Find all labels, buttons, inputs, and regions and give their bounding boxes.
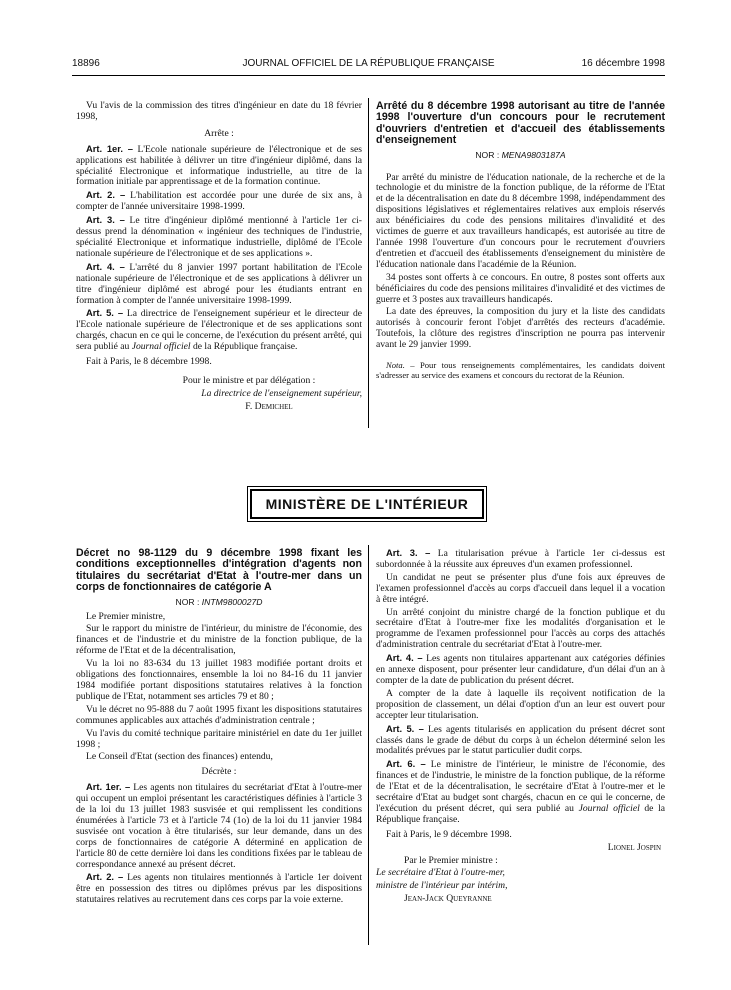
decret-article-2: Art. 2. – Les agents non titulaires mentionnés à l'article 1er doivent être en possession des titres ou diplômes prévus par les dispositions statutaires relatives au recrutement dans ces corps par la voie externe. xyxy=(76,871,362,906)
article-3: Art. 3. – Le titre d'ingénieur diplômé mentionné à l'article 1er ci-dessus prend la dénomination « ingénieur des techniques de l'industrie, spécialité Electronique et informatique industrielle, diplômé de l'Ecole nationale supérieure de l'électronique et de ses applications ». xyxy=(76,214,362,259)
sur-le-rapport: Sur le rapport du ministre de l'intérieur, du ministre de l'économie, des finances et de l'industrie et du ministre de la fonction publique, de la réforme de l'Etat et de la décentralisation, xyxy=(76,623,362,657)
decret-nor-reference: NOR : INTM9800027D xyxy=(175,596,263,607)
arrete-conjoint-paragraph: Un arrêté conjoint du ministre chargé de la fonction publique et du secrétaire d'Etat à l'outre-mer fixe les modalités d'organisation et le programme de l'examen professionnel pour l'accès au corps des attachés d'administration centrale du secrétariat d'Etat à l'outre-mer. xyxy=(376,606,665,651)
ministry-banner: MINISTÈRE DE L'INTÉRIEUR xyxy=(250,489,484,519)
decret-article-2-label: Art. 2. – xyxy=(86,871,124,883)
candidat-paragraph: Un candidat ne peut se présenter plus d'une fois aux épreuves de l'examen professionnel d'accès au corps d'accueil dans lequel il a vocation à être intégré. xyxy=(376,571,665,605)
vu-decret: Vu le décret no 95-888 du 7 août 1995 fixant les dispositions statutaires communes applicables aux attachés d'administration centrale ; xyxy=(76,703,362,726)
decret-article-4-label: Art. 4. – xyxy=(386,652,423,664)
decret-article-5: Art. 5. – Les agents titularisés en application du présent décret sont classés dans le grade de début du corps à un échelon déterminé selon les modalités prévues par le statut particulier dudit corps. xyxy=(376,722,665,757)
bottom-right-column xyxy=(376,548,665,907)
header-rule xyxy=(72,75,665,76)
bottom-left-column xyxy=(76,548,362,908)
article-5-label: Art. 5. – xyxy=(86,307,124,319)
nota-label: Nota. – xyxy=(386,360,415,371)
column-divider-bottom xyxy=(368,545,369,945)
decret-article-6-label: Art. 6. – xyxy=(386,758,426,770)
journal-title: JOURNAL OFFICIEL DE LA RÉPUBLIQUE FRANÇAISE xyxy=(242,58,495,69)
decrete-heading: Décrète : xyxy=(201,766,237,778)
avis-paragraph: Vu l'avis de la commission des titres d'ingénieur en date du 18 février 1998, xyxy=(76,100,362,122)
article-3-label: Art. 3. – xyxy=(86,214,125,226)
article-1: Art. 1er. – L'Ecole nationale supérieure de l'électronique et de ses applications est habilitée à délivrer un titre d'ingénieur diplômé, dans la spécialité Electronique et informatique industrielle, au titre de la formation initiale par apprentissage et de la formation continue. xyxy=(76,142,363,188)
arrete-title: Arrêté du 8 décembre 1998 autorisant au titre de l'année 1998 l'ouverture d'un concours pour le recrutement d'ouvriers d'entretien et d'accueil des établissements d'enseignement xyxy=(376,100,665,147)
issue-date: 16 décembre 1998 xyxy=(581,58,665,69)
column-divider-top xyxy=(368,98,369,428)
signature-name: F. Demichel xyxy=(245,400,293,412)
premier-ministre: Le Premier ministre, xyxy=(86,610,166,622)
signature-for: Pour le ministre et par délégation : xyxy=(182,374,316,386)
decret-article-3-label: Art. 3. – xyxy=(386,547,431,558)
decret-article-5-label: Art. 5. – xyxy=(386,722,424,734)
premier-ministre-name: Lionel Jospin xyxy=(607,841,661,853)
decret-article-1-label: Art. 1er. – xyxy=(86,781,131,793)
fait-a-paris-decret: Fait à Paris, le 9 décembre 1998. xyxy=(386,828,512,840)
nor-code: MENA9803187A xyxy=(501,149,566,160)
article-4: Art. 4. – L'arrêté du 8 janvier 1997 portant habilitation de l'Ecole nationale supérieure de l'électronique et de ses applications à délivrer un titre d'ingénieur diplômé est abrogé pour les étudiants entrant en formation à compter de l'année universitaire 1998-1999. xyxy=(76,260,362,306)
arrete-paragraph-3: La date des épreuves, la composition du jury et la liste des candidats autorisés à concourir feront l'objet d'arrêtés des recteurs d'académie. Toutefois, la clôture des registres d'inscription ne pourra pas intervenir avant le 29 janvier 1999. xyxy=(376,306,665,351)
vu-loi: Vu la loi no 83-634 du 13 juillet 1983 modifiée portant droits et obligations des fonctionnaires, ensemble la loi no 84-16 du 11 janvier 1984 modifiée portant dispositions statutaires relatives à la fonction publique de l'Etat, notamment ses articles 79 et 80 ; xyxy=(76,658,362,702)
nota-paragraph: Nota. – Pour tous renseignements complémentaires, les candidats doivent s'adresser au service des examens et concours du rectorat de la Réunion. xyxy=(376,360,665,380)
signature-role: La directrice de l'enseignement supérieur, xyxy=(201,387,362,399)
secretaire-role-1: Le secrétaire d'Etat à l'outre-mer, xyxy=(376,867,505,879)
article-5: Art. 5. – La directrice de l'enseignement supérieur et le directeur de l'Ecole nationale supérieure de l'électronique et de ses applications sont chargés, chacun en ce qui le concerne, de l'exécution du présent arrêté, qui sera publié au Journal officiel de la République française. xyxy=(76,307,362,353)
top-right-column xyxy=(376,101,665,382)
article-2-label: Art. 2. – xyxy=(86,189,126,201)
par-le-premier-ministre: Par le Premier ministre : xyxy=(404,854,498,866)
nor-reference: NOR : MENA9803187A xyxy=(475,149,566,160)
arrete-heading: Arrête : xyxy=(204,127,234,139)
article-4-label: Art. 4. – xyxy=(86,260,125,272)
secretaire-role-2: ministre de l'intérieur par intérim, xyxy=(376,880,508,892)
fait-a-paris: Fait à Paris, le 8 décembre 1998. xyxy=(86,356,212,368)
top-left-column xyxy=(76,101,362,415)
decret-article-6: Art. 6. – Le ministre de l'intérieur, le ministre de l'économie, des finances et de l'industrie, le ministre de la fonction publique, de la réforme de l'Etat et de la décentralisation, le secrétaire d'Etat à l'outre-mer et le secrétaire d'Etat au budget sont chargés, chacun en ce qui le concerne, de l'exécution du présent décret, qui sera publié au Journal officiel de la République française. xyxy=(376,758,665,825)
conseil-etat: Le Conseil d'Etat (section des finances) entendu, xyxy=(86,751,273,763)
arrete-paragraph-2: 34 postes sont offerts à ce concours. En outre, 8 postes sont offerts aux bénéficiaires du code des pensions militaires d'invalidité et des victimes de guerre et 3 postes aux travailleurs handicapés. xyxy=(376,271,665,305)
page-header xyxy=(72,58,665,74)
decret-article-4: Art. 4. – Les agents non titulaires appartenant aux catégories définies en annexe disposent, pour présenter leur candidature, d'un délai d'un an à compter de la date de publication du présent décret. xyxy=(376,652,665,686)
page-number: 18896 xyxy=(72,58,100,69)
decret-article-1: Art. 1er. – Les agents non titulaires du secrétariat d'Etat à l'outre-mer qui occupent un emploi présentant les caractéristiques définies à l'article 3 de la loi du 13 juillet 1983 susvisée et qui remplissent les conditions énumérées à l'article 73 et à l'article 74 (1o) de la loi du 11 janvier 1984 susvisée ont vocation à être titularisés, sur leur demande, dans un des corps de fonctionnaires de catégorie A déterminé en application de l'article 80 de cette dernière loi dans les conditions fixées par le tableau de correspondance annexé au présent décret. xyxy=(76,781,362,870)
decret-nor-code: INTM9800027D xyxy=(201,596,263,607)
article-2: Art. 2. – L'habilitation est accordée pour une durée de six ans, à compter de l'année universitaire 1998-1999. xyxy=(76,189,362,213)
decret-title: Décret no 98-1129 du 9 décembre 1998 fixant les conditions exceptionnelles d'intégration d'agents non titulaires du secrétariat d'Etat à l'outre-mer dans un corps de fonctionnaires de catégorie A xyxy=(76,547,362,594)
compter-paragraph: A compter de la date à laquelle ils reçoivent notification de la proposition de classement, un délai d'option d'un an leur est ouvert pour accepter leur titularisation. xyxy=(376,687,665,721)
decret-article-3: Art. 3. – La titularisation prévue à l'article 1er ci-dessus est subordonnée à la réussite aux épreuves d'un examen professionnel. xyxy=(376,547,665,570)
arrete-paragraph-1: Par arrêté du ministre de l'éducation nationale, de la recherche et de la technologie et du ministre de la fonction publique, de la réforme de l'Etat et de la décentralisation en date du 8 décembre 1998, indépendamment des dispositions législatives et réglementaires relatives aux emplois réservés aux bénéficiaires du code des pensions militaires d'invalidité et des victimes de guerre et aux travailleurs handicapés, est autorisée au titre de l'année 1998 l'ouverture d'un concours pour le recrutement d'ouvriers d'entretien et d'accueil des établissements d'enseignement du ministère de l'éducation nationale dans l'académie de la Réunion. xyxy=(376,171,665,270)
vu-avis: Vu l'avis du comité technique paritaire ministériel en date du 1er juillet 1998 ; xyxy=(76,727,362,750)
secretaire-name: Jean-Jack Queyranne xyxy=(404,893,492,905)
article-1-label: Art. 1er. – xyxy=(86,142,133,154)
